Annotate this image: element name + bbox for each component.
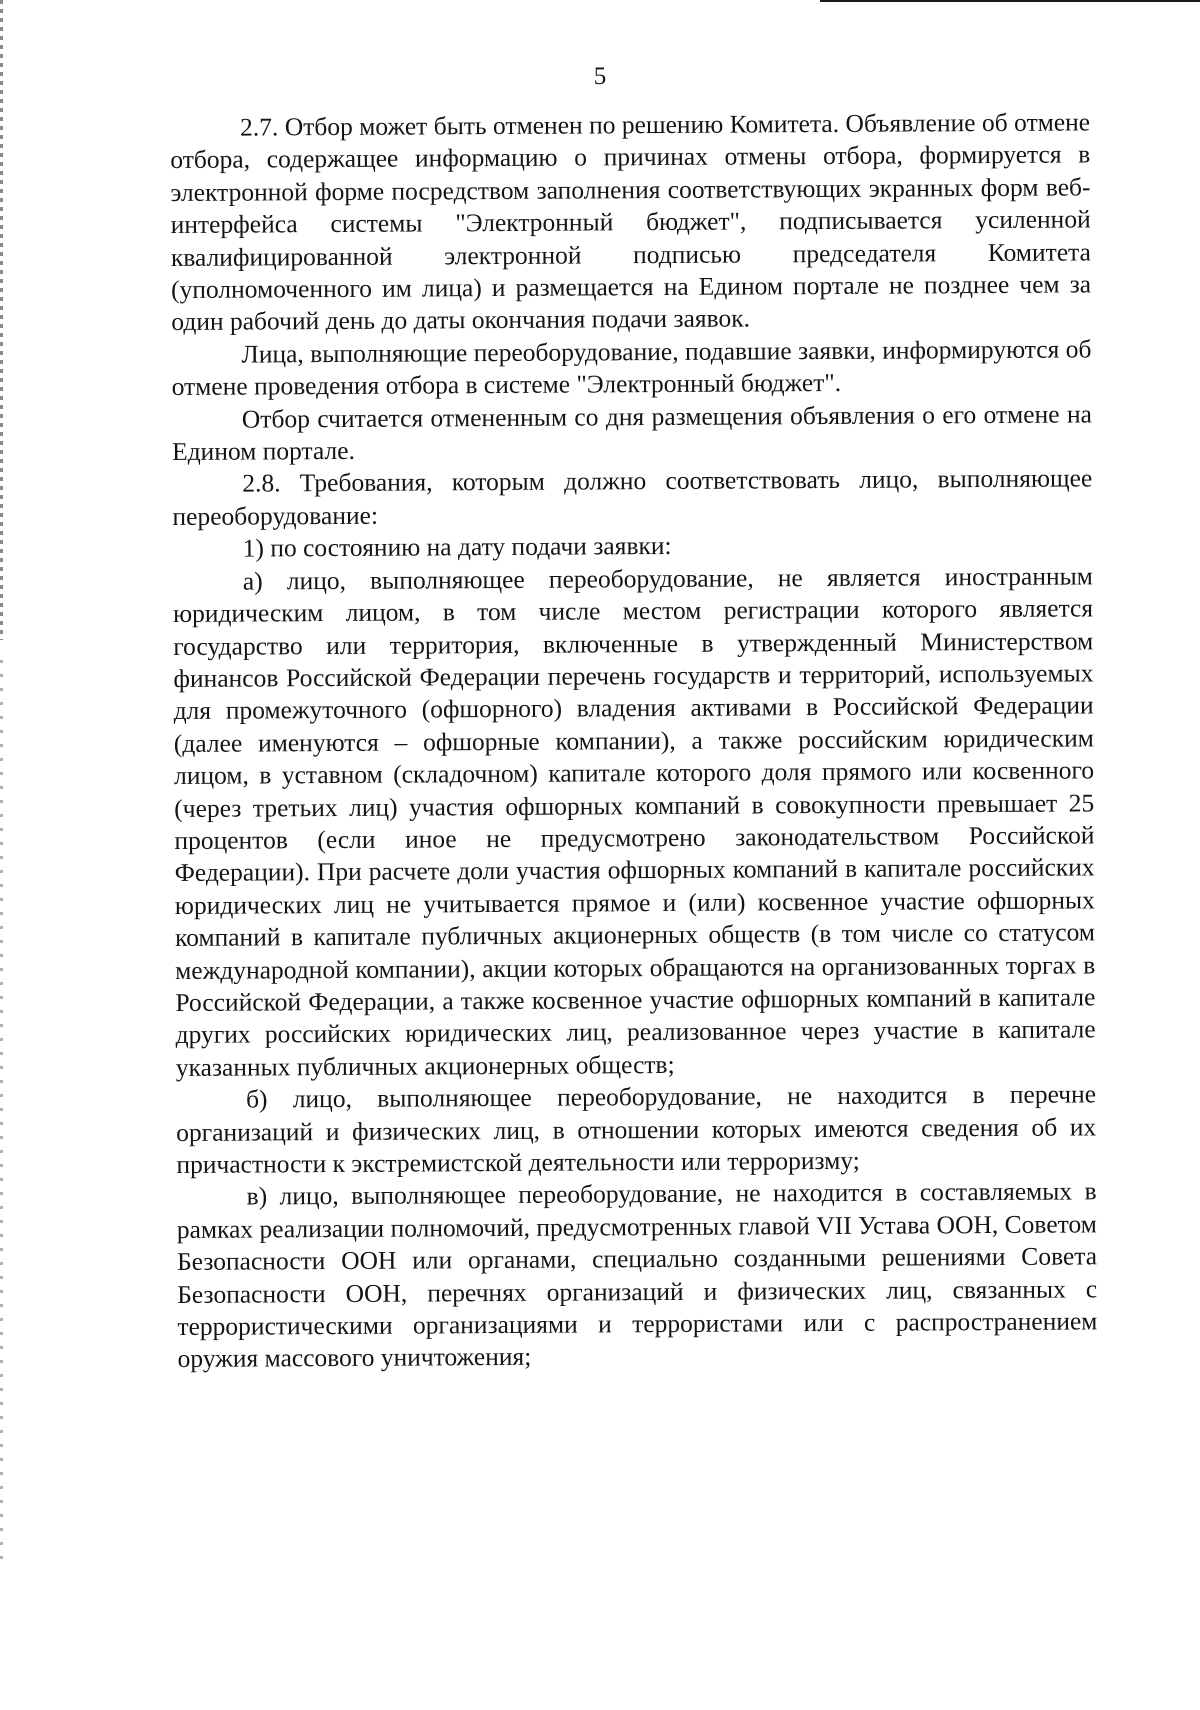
document-body <box>170 106 1098 1375</box>
paragraph-item-1: 1) по состоянию на дату подачи заявки: <box>242 531 672 563</box>
scan-top-edge-line <box>820 0 1200 2</box>
paragraph-2-8: 2.8. Требования, которым должно соответствовать лицо, выполняющее переоборудование: <box>172 463 1093 531</box>
paragraph-item-a: а) лицо, выполняющее переоборудование, не является иностранным юридическим лицом, в том числе местом регистрации которого является государство или территория, включенные в утвержденный Министерством финансов Российской Федерации перечень государств и территорий, используемых для промежуточного (офшорного) владения активами в Российской Федерации (далее именуются – офшорные компании), а также российским юридическим лицом, в уставном (складочном) капитале которого доля прямого или косвенного (через третьих лиц) участия офшорных компаний в совокупности превышает 25 процентов (если иное не предусмотрено законодательством Российской Федерации). При расчете доли участия офшорных компаний в капитале российских юридических лиц не учитывается прямое и (или) косвенное участие офшорных компаний в капитале публичных акционерных обществ (в том числе со статусом международной компании), акции которых обращаются на организованных торгах в Российской Федерации, а также косвенное участие офшорных компаний в капитале других российских юридических лиц, реализованное через участие в капитале указанных публичных акционерных обществ; <box>172 561 1096 1082</box>
paragraph-2-7: 2.7. Отбор может быть отменен по решению Комитета. Объявление об отмене отбора, содержащее информацию о причинах отмены отбора, формируется в электронной форме посредством заполнения соответствующих экранных форм веб-интерфейса системы "Электронный бюджет", подписывается усиленной квалифицированной электронной подписью председателя Комитета (уполномоченного им лица) и размещается на Едином портале не позднее чем за один рабочий день до даты окончания подачи заявок. <box>170 107 1092 337</box>
paragraph-item-b: б) лицо, выполняющее переоборудование, не находится в перечне организаций и физических лиц, в отношении которых имеются сведения об их причастности к экстремистской деятельности или терроризму; <box>176 1079 1097 1179</box>
paragraph-selection-cancelled: Отбор считается отмененным со дня размещения объявления о его отмене на Едином портале. <box>171 399 1092 467</box>
paragraph-applicants-informed: Лица, выполняющие переоборудование, подавшие заявки, информируются об отмене проведения отбора в системе "Электронный бюджет". <box>171 334 1092 402</box>
scan-left-edge-marks-lower <box>0 660 3 1560</box>
page-number: 5 <box>593 63 607 90</box>
scan-left-edge-marks <box>0 0 3 640</box>
paragraph-item-v: в) лицо, выполняющее переоборудование, не находится в составляемых в рамках реализации полномочий, предусмотренных главой VII Устава ООН, Советом Безопасности ООН или органами, специально созданными решениями Совета Безопасности ООН, перечнях организаций и физических лиц, связанных с террористическими организациями и террористами или с распространением оружия массового уничтожения; <box>176 1176 1098 1374</box>
